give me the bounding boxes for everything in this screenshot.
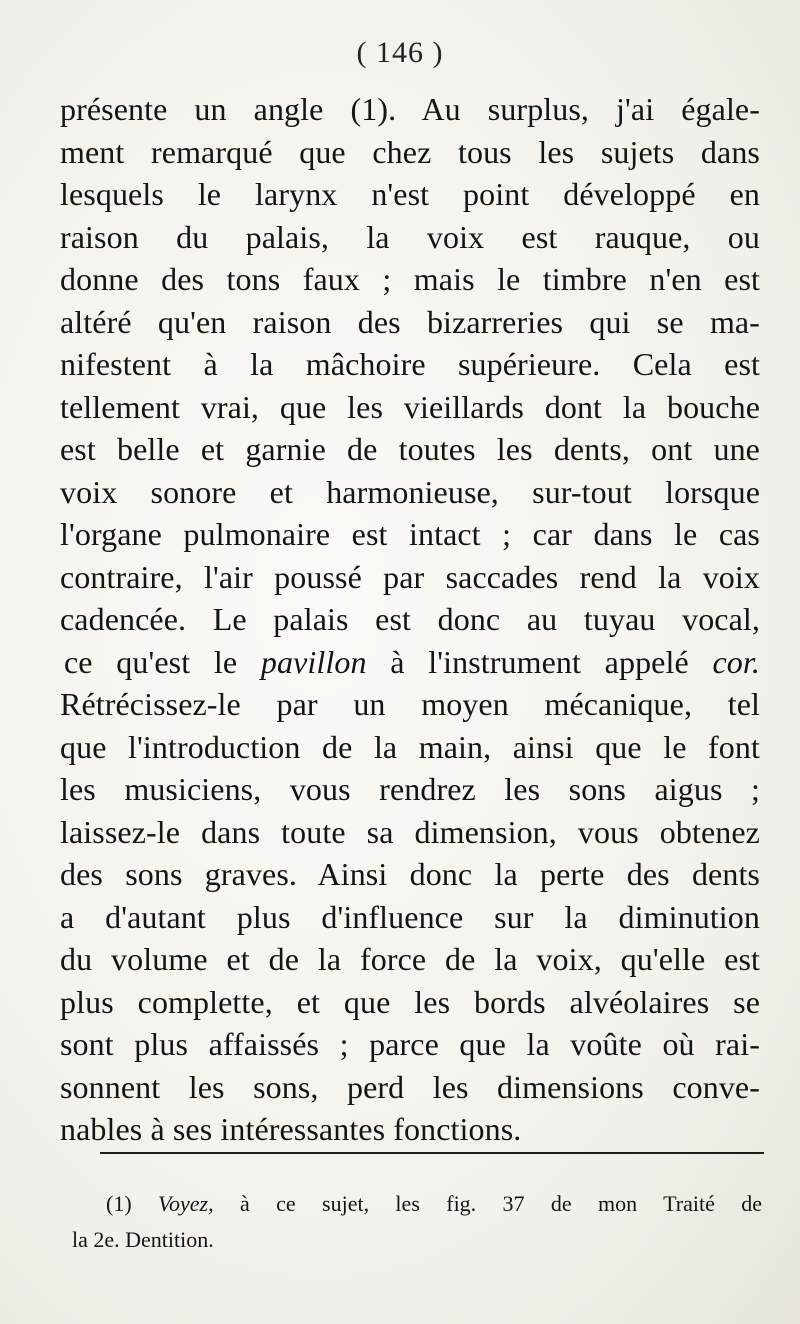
footnote-line-1 — [72, 1186, 762, 1222]
text-line-13: cadencée. Le palais est donc au tuyau vocal, — [60, 601, 760, 637]
footnote — [72, 1186, 762, 1258]
footnote-italic-voyez: Voyez — [158, 1191, 209, 1216]
text-line-21: du volume et de la force de la voix, qu'elle est — [60, 941, 760, 977]
text-line-14-middle: à l'instrument appelé — [366, 643, 713, 680]
text-line-8: tellement vrai, que les vieillards dont la bouche — [60, 388, 760, 425]
text-line-16: que l'introduction de la main, ainsi que le font — [60, 728, 760, 765]
text-line-25: nables à ses intéressantes fonctions. — [60, 1111, 522, 1147]
italic-term-pavillon: pavillon — [260, 643, 367, 680]
text-line-2: ment remarqué que chez tous les sujets dans — [60, 133, 760, 170]
text-line-19: des sons graves. Ainsi donc la perte des dents — [60, 856, 760, 892]
text-line-4: raison du palais, la voix est rauque, ou — [60, 218, 760, 255]
footnote-divider — [100, 1152, 764, 1154]
page-number: ( 146 ) — [356, 36, 444, 69]
text-line-15: Rétrécissez-le par un moyen mécanique, tel — [60, 686, 760, 722]
text-line-3: lesquels le larynx n'est point développé en — [60, 176, 760, 212]
text-line-18: laissez-le dans toute sa dimension, vous obtenez — [60, 813, 760, 850]
text-line-7: nifestent à la mâchoire supérieure. Cela est — [60, 346, 760, 382]
text-line-12: contraire, l'air poussé par saccades rend la voix — [60, 558, 760, 595]
italic-term-cor: cor. — [712, 643, 760, 680]
text-line-6: altéré qu'en raison des bizarreries qui se ma- — [60, 303, 760, 340]
footnote-line-2: la 2e. Dentition. — [72, 1227, 214, 1252]
text-line-14 — [60, 641, 760, 684]
text-line-5: donne des tons faux ; mais le timbre n'en est — [60, 261, 760, 297]
text-line-9: est belle et garnie de toutes les dents, ont une — [60, 431, 760, 467]
text-line-10: voix sonore et harmonieuse, sur-tout lorsque — [60, 473, 760, 510]
text-line-24: sonnent les sons, perd les dimensions conve- — [60, 1068, 760, 1105]
text-line-23: sont plus affaissés ; parce que la voûte où rai- — [60, 1026, 760, 1062]
text-line-22: plus complette, et que les bords alvéolaires se — [60, 983, 760, 1020]
text-line-11: l'organe pulmonaire est intact ; car dans le cas — [60, 516, 760, 552]
text-line-17: les musiciens, vous rendrez les sons aigus ; — [60, 771, 760, 807]
text-line-1: présente un angle (1). Au surplus, j'ai égale- — [60, 91, 760, 127]
text-line-14-start: ce qu'est le — [64, 643, 261, 680]
footnote-marker: (1) — [106, 1191, 159, 1216]
body-text — [60, 88, 760, 1151]
text-line-20: a d'autant plus d'influence sur la diminution — [60, 898, 760, 935]
footnote-line-1-rest: , à ce sujet, les fig. 37 de mon Traité de — [208, 1191, 763, 1216]
